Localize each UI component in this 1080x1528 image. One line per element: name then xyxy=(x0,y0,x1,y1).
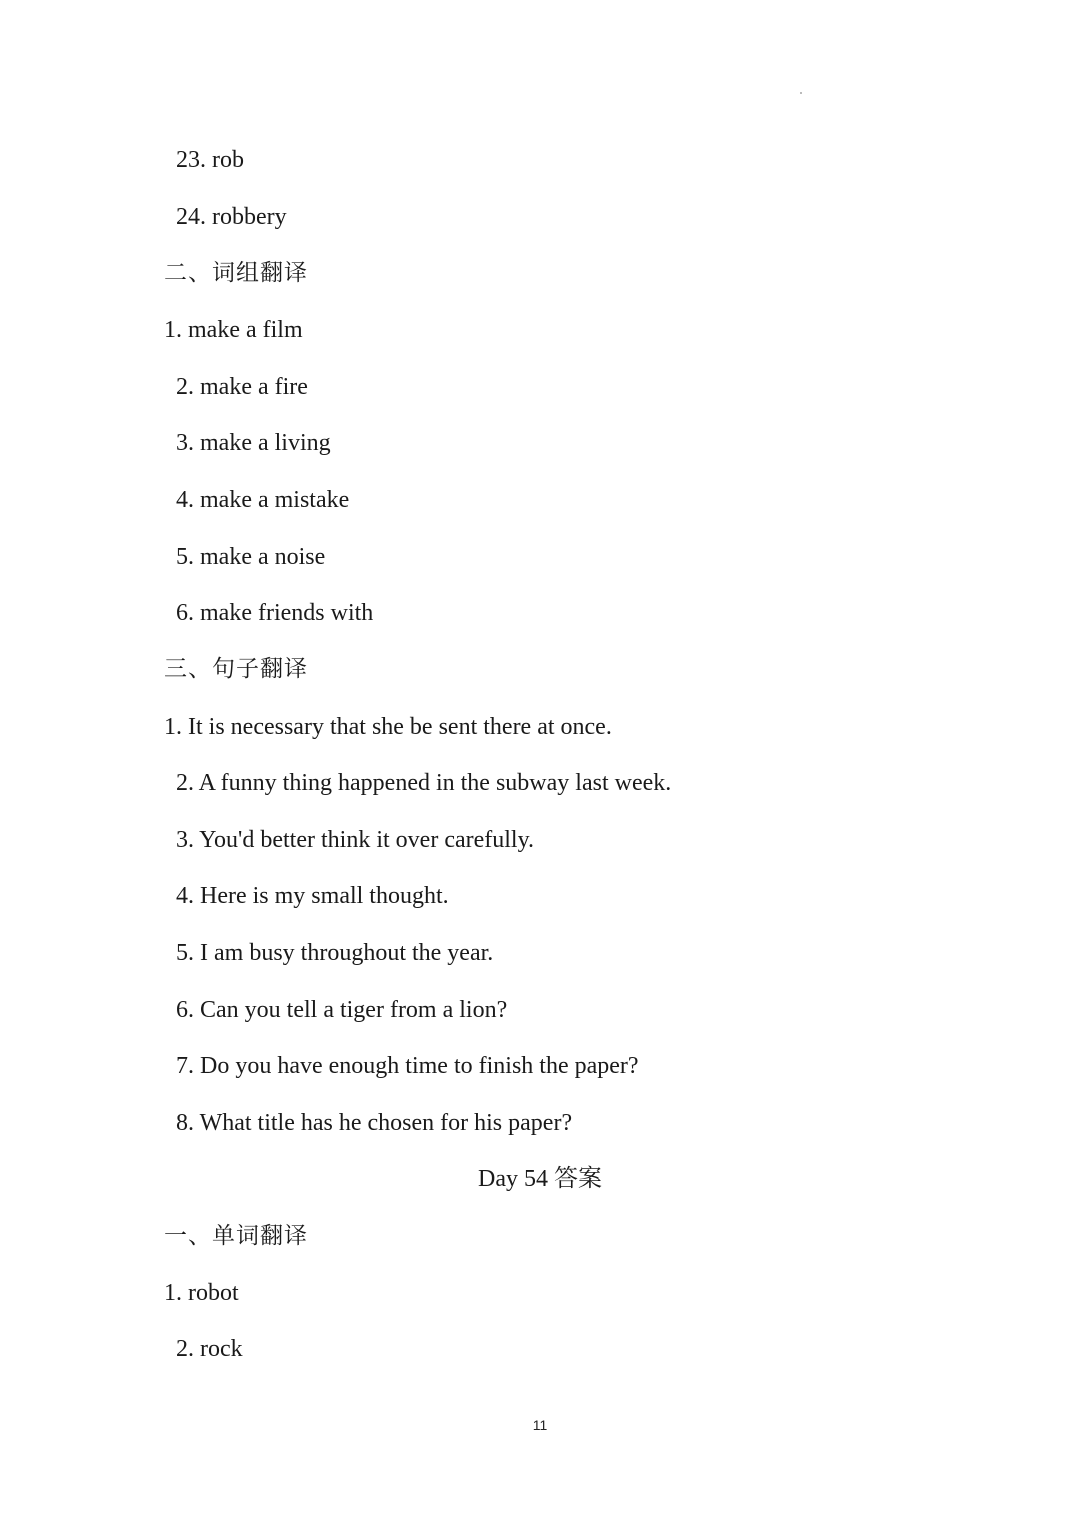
section-heading-phrase-translation: 二、词组翻译 xyxy=(164,260,308,286)
answer-line-23: 23. rob xyxy=(176,147,244,173)
phrase-line-2: 2. make a fire xyxy=(176,374,308,400)
answer-line-24: 24. robbery xyxy=(176,204,287,230)
sentence-line-4: 4. Here is my small thought. xyxy=(176,883,449,909)
section-heading-sentence-translation: 三、句子翻译 xyxy=(164,656,308,682)
section-heading-word-translation: 一、单词翻译 xyxy=(164,1223,308,1249)
sentence-line-8: 8. What title has he chosen for his paper? xyxy=(176,1110,573,1136)
sentence-line-6: 6. Can you tell a tiger from a lion? xyxy=(176,997,508,1023)
page-number: 11 xyxy=(532,1417,548,1433)
phrase-line-6: 6. make friends with xyxy=(176,600,374,626)
phrase-line-3: 3. make a living xyxy=(176,430,331,456)
sentence-line-3: 3. You'd better think it over carefully. xyxy=(176,827,535,853)
sentence-line-1: 1. It is necessary that she be sent there at once. xyxy=(164,714,612,740)
sentence-line-2: 2. A funny thing happened in the subway last week. xyxy=(176,770,672,796)
phrase-line-5: 5. make a noise xyxy=(176,544,326,570)
day-answers-title: Day 54 答案 xyxy=(478,1166,602,1192)
phrase-line-4: 4. make a mistake xyxy=(176,487,350,513)
sentence-line-7: 7. Do you have enough time to finish the paper? xyxy=(176,1053,639,1079)
word-line-1: 1. robot xyxy=(164,1280,239,1306)
word-line-2: 2. rock xyxy=(176,1336,243,1362)
phrase-line-1: 1. make a film xyxy=(164,317,303,343)
sentence-line-5: 5. I am busy throughout the year. xyxy=(176,940,494,966)
scan-speck xyxy=(800,92,802,94)
